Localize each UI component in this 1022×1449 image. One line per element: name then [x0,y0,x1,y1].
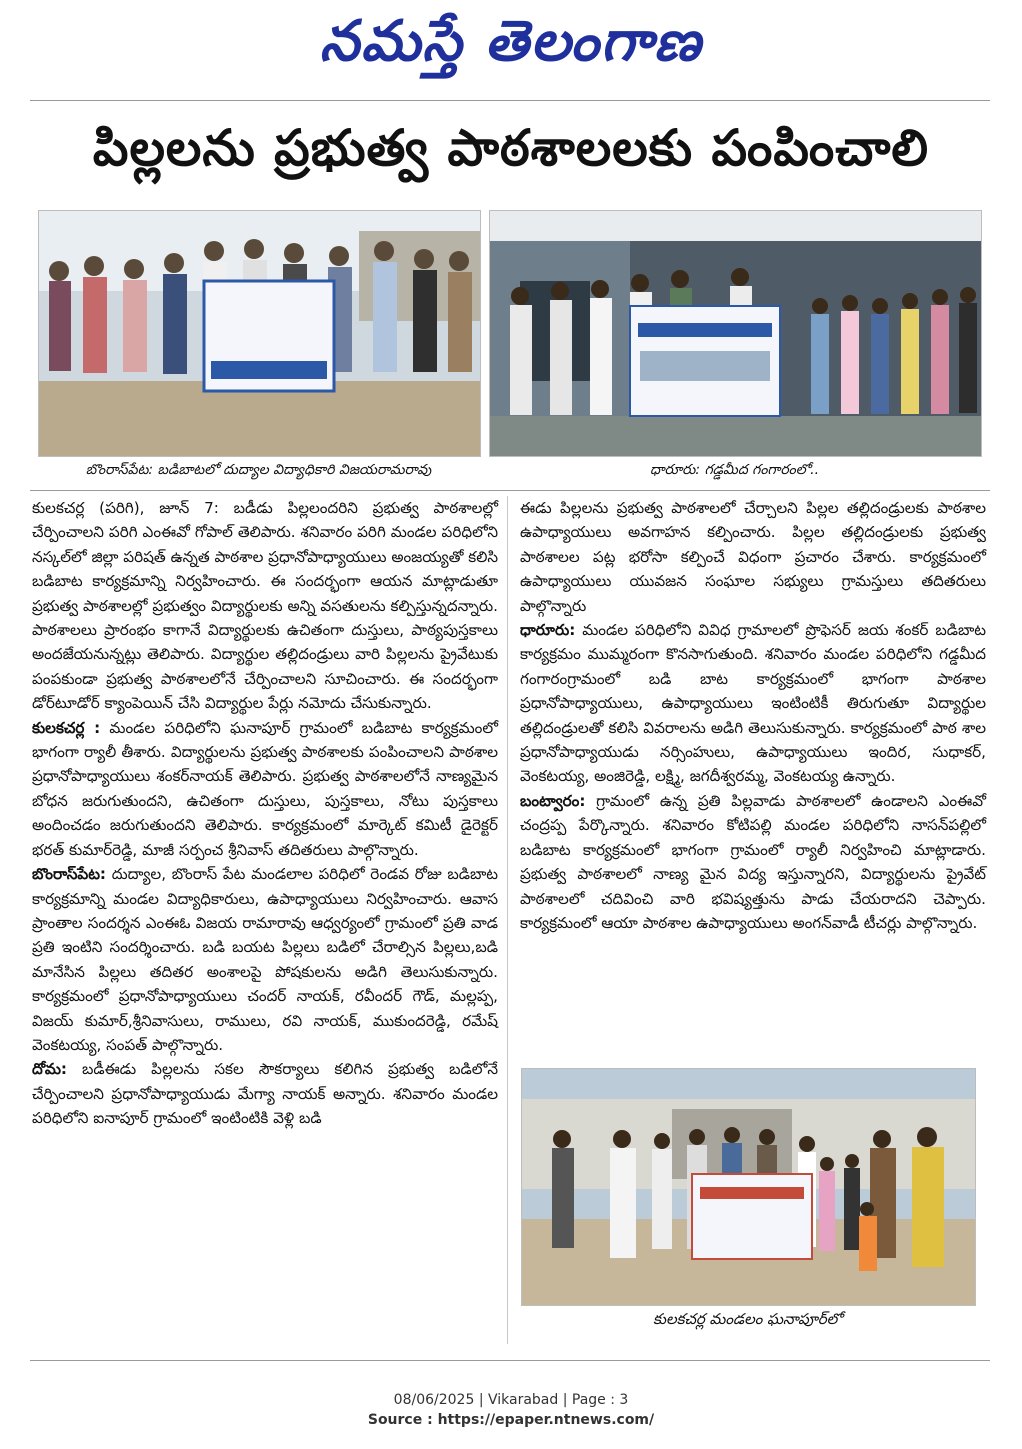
photo-ghanapur [521,1068,976,1306]
photo-bomraspet [38,210,481,457]
article-column-right [520,496,986,1062]
paragraph-doma: దోమ: బడీఈడు పిల్లలను సకల సౌకర్యాలు కలిగిన ప్రభుత్వ బడిలోనే చేర్పించాలని ప్రధానోపాధ్యాయుడు మేగ్యా నాయక్ అన్నారు. శనివారం మండల పరిధిలోని ఐనాపూర్ గ్రామంలో ఇంటింటికి వెళ్లి బడి [32,1060,498,1128]
newspaper-logo: నమస్తే తెలంగాణ [319,8,703,74]
photo-dharur-image [490,211,981,456]
footer-divider [30,1360,990,1361]
paragraph-bantwaram: బంట్వారం: గ్రామంలో ఉన్న ప్రతి పిల్లవాడు పాఠశాలలో ఉండాలని ఎంఈవో చంద్రప్ప పేర్కొన్నారు. శనివారం కోటిపల్లి మండల పరిధిలోని నాసన్‌పల్లిలో బడిబాట కార్యక్రమంలో భాగంగా గ్రామంలో ర్యాలీ నిర్వహించి మాట్లాడారు. ప్రభుత్వ పాఠశాలలో నాణ్య మైన విద్య ఇస్తున్నారని, విద్యార్థులను ప్రైవేట్ పాఠశాలలో చదివించి వారి భవిష్యత్తును పాడు చేయరాదని చెప్పారు. కార్యక్రమంలో ఆయా పాఠశాల ఉపాధ్యాయులు అంగన్‌వాడీ టీచర్లు పాల్గొన్నారు. [520,791,986,932]
article-headline: పిల్లలను ప్రభుత్వ పాఠశాలలకు పంపించాలి [92,118,930,177]
paragraph-kulkacharla: కులకచర్ల : మండల పరిధిలోని ఘనాపూర్ గ్రామంలో బడిబాట కార్యక్రమంలో భాగంగా ర్యాలీ తీశారు. విద్యార్థులను ప్రభుత్వ పాఠశాలకు పంపించాలని పాఠశాల ప్రధానోపాధ్యాయులు శంకర్‌నాయక్ తెలిపారు. ప్రభుత్వ పాఠశాలలోనే నాణ్యమైన బోధన జరుగుతుందని, ఉచితంగా దుస్తులు, పుస్తకాలు, నోటు పుస్తకాలు అందించడం జరుగుతుందని తెలిపారు. కార్యక్రమంలో మార్కెట్ కమిటీ డైరెక్టర్ భరత్ కుమార్‌రెడ్డి, మాజీ సర్పంచ శ్రీనివాస్ తదితరులు పాల్గొన్నారు. [32,718,498,859]
masthead [0,8,1022,88]
masthead-divider [30,100,990,101]
photo-bomraspet-caption: బొంరాస్‌పేట: బడిబాటలో దుద్యాల విద్యాధికారి విజయరామరావు [85,462,432,478]
photo-dharur-caption: ధారూరు: గడ్డమీద గంగారంలో.. [649,462,820,478]
paragraph-bomraspet: బొంరాస్‌పేట: దుద్యాల, బొంరాస్ పేట మండలాల పరిధిలో రెండవ రోజు బడిబాట కార్యక్రమాన్ని మండల విద్యాధికారులు, ఉపాధ్యాయులు నిర్వహించారు. ఆవాస ప్రాంతాల సందర్శన ఎంఈఓ విజయ రామారావు ఆధ్వర్యంలో గ్రామంలో ప్రతి వాడ ప్రతి ఇంటిని సందర్శించారు. బడి బయట పిల్లలు బడిలో చేరాల్సిన పిల్లలు,బడి మానేసిన పిల్లలు తదితర అంశాలపై పోషకులను అడిగి తెలుసుకున్నారు. కార్యక్రమంలో ప్రధానోపాధ్యాయులు చందర్ నాయక్, రవీందర్ గౌడ్, మల్లప్ప, విజయ్ కుమార్,శ్రీనివాసులు, రాములు, రవి నాయక్, ముకుందరెడ్డి, రమేష్ వెంకటయ్య, సంపత్ పాల్గొన్నారు. [32,865,498,1054]
footer-date-edition: 08/06/2025 | Vikarabad | Page : 3 [393,1392,629,1408]
photo-ghanapur-caption: కులకచర్ల మండలం ఘనాపూర్‌లో [652,1310,843,1328]
footer-source: Source : https://epaper.ntnews.com/ [367,1412,655,1428]
photo-ghanapur-image [522,1069,975,1305]
photo-bomraspet-image [39,211,480,456]
photo-row-divider [30,490,990,491]
paragraph-dharur: ధారూరు: మండల పరిధిలోని వివిధ గ్రామాలలో ప్రొఫెసర్ జయ శంకర్ బడిబాట కార్యక్రమం ముమ్మరంగా కొనసాగుతుంది. శనివారం మండల పరిధిలోని గడ్డమీద గంగారంగ్రామంలో బడి బాట కార్యక్రమంలో భాగంగా పాఠశాల ప్రధానోపాధ్యాయులు, ఉపాధ్యాయులు ఇంటింటికీ తిరుగుతూ విద్యార్థుల తల్లిదండ్రులతో కలిసి వివరాలను అడిగి తెలుసుకున్నారు. కార్యక్రమంలో పాఠ శాల ప్రధానోపాధ్యాయుడు నర్సింహులు, ఉపాధ్యాయులు ఇందిర, సుధాకర్, వెంకటయ్య, అంజిరెడ్డి, లక్ష్మి, జగదీశ్వరమ్మ, వెంకటయ్య ఉన్నారు. [520,621,986,786]
column-divider [507,496,508,1344]
photo-dharur [489,210,982,457]
paragraph-pargi: కులకచర్ల (పరిగి), జూన్ 7: బడీడు పిల్లలందరిని ప్రభుత్వ పాఠశాలల్లో చేర్పించాలని పరిగి ఎంఈవో గోపాల్ తెలిపారు. శనివారం పరిగి మండల పరిధిలోని నస్కల్‌లో జిల్లా పరిషత్ ఉన్నత పాఠశాల ప్రధానోపాధ్యాయులు అంజయ్యతో కలిసి బడిబాట కార్యక్రమాన్ని నిర్వహించారు. ఈ సందర్భంగా ఆయన మాట్లాడుతూ ప్రభుత్వ పాఠశాలల్లో ప్రభుత్వం విద్యార్థులకు అన్ని వసతులను కల్పిస్తున్నదన్నారు. పాఠశాలలు ప్రారంభం కాగానే విద్యార్థులకు ఉచితంగా దుస్తులు, పాఠ్యపుస్తకాలు అందజేయనున్నట్లు తెలిపారు. విద్యార్థుల తల్లిదండ్రులు వారి పిల్లలను ప్రైవేటుకు పంపకుండా ప్రభుత్వ పాఠశాలలోనే చేర్పించాలని సూచించారు. ఈ సందర్భంగా డోర్‌టూడోర్ క్యాంపెయిన్ చేసి విద్యార్థుల పేర్లు నమోదు చేసుకున్నారు. [32,499,498,713]
paragraph-continuation: ఈడు పిల్లలను ప్రభుత్వ పాఠశాలలో చేర్చాలని పిల్లల తల్లిదండ్రులకు పాఠశాల ఉపాధ్యాయులు అవగాహన కల్పించారు. పిల్లల తల్లిదండ్రులకు ప్రభుత్వ పాఠశాలల పట్ల భరోసా కల్పించే విధంగా ప్రచారం చేశారు. కార్యక్రమంలో ఉపాధ్యాయులు యువజన సంఘాల సభ్యులు గ్రామస్తులు తదితరులు పాల్గొన్నారు [520,499,986,615]
article-column-left [32,496,498,1344]
